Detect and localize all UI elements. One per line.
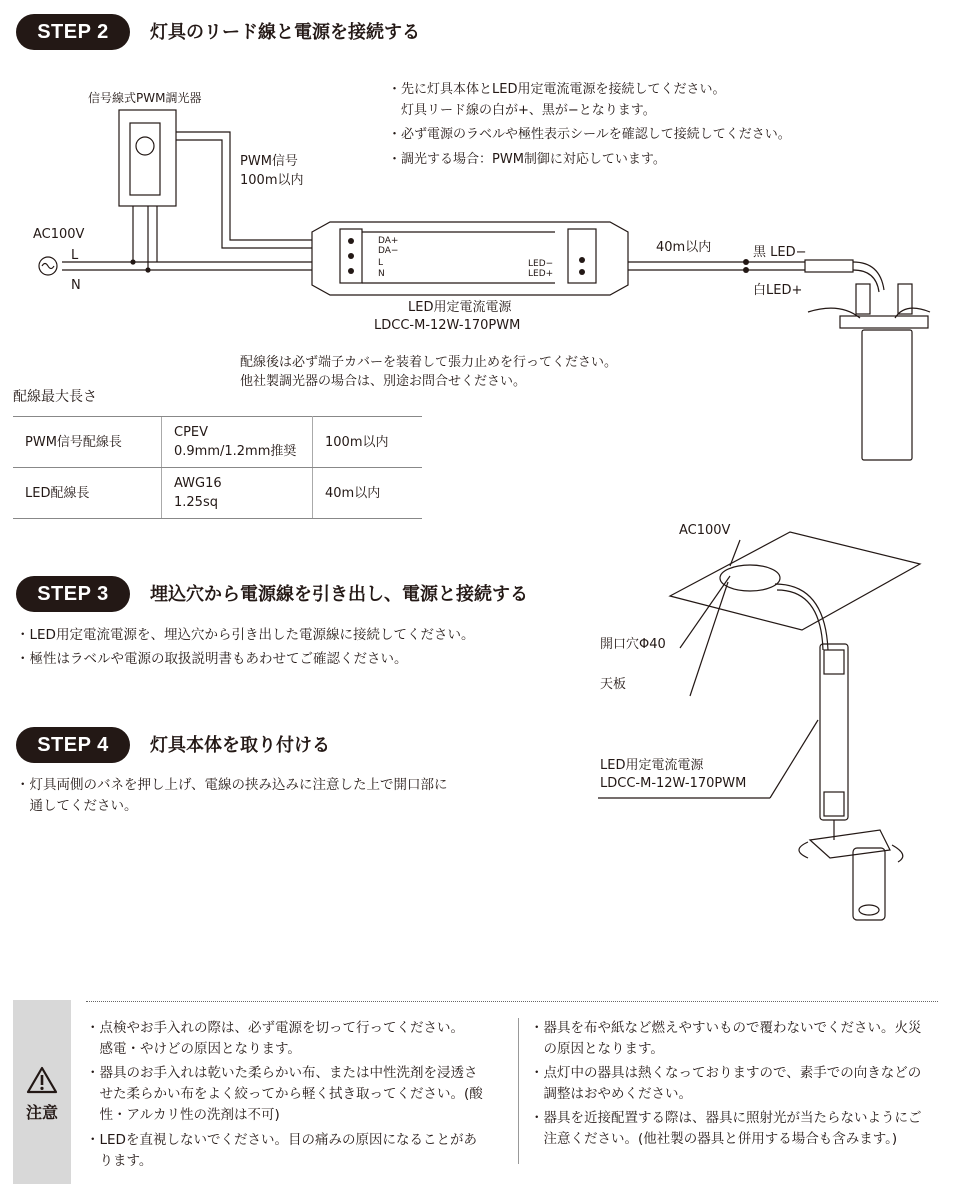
step4-bullet: ・灯具両側のバネを押し上げ、電線の挟み込みに注意した上で開口部に [16, 777, 448, 793]
terminal-da-plus: DA+ [378, 236, 399, 246]
caution-item [86, 1018, 506, 1060]
terminal-led-minus: LED− [528, 259, 554, 269]
terminal-n: N [378, 269, 385, 279]
cable-type: CPEV [174, 425, 209, 440]
step2-badge: STEP 2 [16, 14, 130, 50]
caution-divider [86, 1001, 938, 1002]
pwm-dimmer [119, 110, 176, 206]
ceiling-label: 天板 [600, 677, 627, 692]
pwm-signal-label: PWM信号 [240, 154, 298, 169]
caution-column-divider [518, 1018, 519, 1164]
table-row [13, 417, 422, 468]
caution-label: 注意 [25, 1103, 58, 1122]
cable-type: AWG16 [174, 476, 222, 491]
step2-note: ・調光する場合：PWM制御に対応しています。 [388, 152, 666, 167]
ac-label: AC100V [33, 227, 85, 242]
terminal-led-plus: LED+ [528, 269, 554, 279]
table-cell: 100m以内 [313, 417, 423, 468]
caution-text: ・LEDを直視しないでください。目の痛みの原因になることがあ ります。 [86, 1132, 477, 1169]
caution-text: ・器具のお手入れは乾いた柔らかい布、または中性洗剤を浸透さ せた柔らかい布をよく絞ってから軽く拭き取ってください。(酸 性・アルカリ性の洗剤は不可) [86, 1065, 483, 1123]
caution-text: ・点検やお手入れの際は、必ず電源を切って行ってください。 感電・やけどの原因となります。 [86, 1020, 464, 1057]
table-cell [162, 468, 313, 519]
wiring-length-table [13, 416, 422, 519]
white-led-label: 白LED+ [753, 283, 803, 298]
caution-box [13, 1000, 71, 1184]
fixture-drawing [808, 284, 930, 460]
n-label: N [71, 278, 81, 293]
step4-bullet: 通してください。 [16, 798, 138, 814]
l-label: L [71, 248, 79, 263]
step3-bullet: ・極性はラベルや電源の取扱説明書もあわせてご確認ください。 [16, 651, 408, 667]
install-psu-name: LED用定電流電源 [600, 758, 704, 773]
caution-item [86, 1063, 506, 1126]
caution-item [86, 1130, 506, 1172]
caution-text: ・器具を布や紙など燃えやすいもので覆わないでください。火災 の原因となります。 [530, 1020, 922, 1057]
pwm-length-label: 100m以内 [240, 173, 304, 188]
step3-badge: STEP 3 [16, 576, 130, 612]
caution-item [530, 1108, 950, 1150]
black-led-label: 黒 LED− [753, 245, 807, 260]
cable-spec: 1.25sq [174, 495, 218, 510]
ceiling-plate [670, 532, 920, 630]
table-cell [162, 417, 313, 468]
psu-model: LDCC-M-12W-170PWM [374, 318, 521, 333]
caution-item [530, 1018, 950, 1060]
terminal-da-minus: DA− [378, 246, 399, 256]
table-caption: 配線最大長さ [13, 389, 97, 405]
caution-item [530, 1063, 950, 1105]
dimmer-label: 信号線式PWM調光器 [88, 91, 202, 105]
table-cell: 40m以内 [313, 468, 423, 519]
opening-label: 開口穴Φ40 [600, 637, 666, 652]
cable-spec: 0.9mm/1.2mm推奨 [174, 444, 297, 459]
step2-note: ・先に灯具本体とLED用定電流電源を接続してください。 [388, 82, 726, 97]
step2-note: ・必ず電源のラベルや極性表示シールを確認して接続してください。 [388, 127, 791, 142]
warning-icon [26, 1066, 58, 1094]
caution-text: ・点灯中の器具は熱くなっておりますので、素手での向きなどの 調整はおやめください。 [530, 1065, 922, 1102]
step2-title: 灯具のリード線と電源を接続する [150, 22, 420, 43]
step4-badge: STEP 4 [16, 727, 130, 763]
step3-bullet: ・LED用定電流電源を、埋込穴から引き出した電源線に接続してください。 [16, 627, 475, 643]
table-cell: LED配線長 [13, 468, 162, 519]
psu-name: LED用定電流電源 [408, 300, 512, 315]
led-length-label: 40m以内 [656, 240, 712, 255]
fixture-body [853, 848, 885, 920]
step2-note: 灯具リード線の白が+、黒が−となります。 [388, 103, 656, 118]
table-cell: PWM信号配線長 [13, 417, 162, 468]
wiring-note: 他社製調光器の場合は、別途お問合せください。 [240, 374, 527, 389]
install-ac-label: AC100V [679, 523, 731, 538]
step3-title: 埋込穴から電源線を引き出し、電源と接続する [150, 584, 528, 605]
installation-diagram [580, 510, 960, 930]
terminal-l: L [378, 258, 384, 268]
step4-title: 灯具本体を取り付ける [150, 735, 330, 756]
caution-text: ・器具を近接配置する際は、器具に照射光が当たらないようにご 注意ください。(他社製の器具と併用する場合も含みます。) [530, 1110, 922, 1147]
install-psu-model: LDCC-M-12W-170PWM [600, 776, 747, 791]
wiring-note: 配線後は必ず端子カバーを装着して張力止めを行ってください。 [240, 355, 618, 370]
table-row [13, 468, 422, 519]
